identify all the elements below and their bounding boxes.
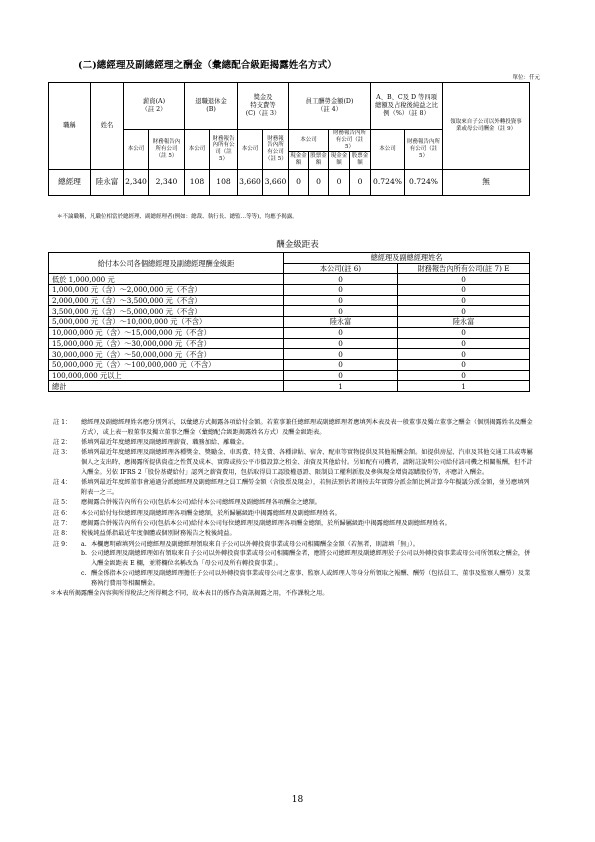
fin-cell: 0	[398, 274, 530, 285]
emp-fin-cash: 現金金額	[329, 151, 350, 169]
cell-d2: 0	[309, 169, 329, 195]
note-9-item: c. 酬金係指本公司總經理及副總經理擔任子公司以外轉投資事業或母公司之董事、監察人或經理人等身分所領取之報酬、酬勞（包括員工、董事及監察人酬勞）及業務執行費用等相關酬金。	[81, 569, 531, 587]
note-3: 註 3： 係填列最近年度總經理及副總經理各種獎金、獎勵金、車馬費、特支費、各種津貼、宿舍、配車等實物提供及其他報酬金額。如提供房屋、汽車及其他交通工具或專屬個人之支出時，應揭露所提供資產之性質及成本、實際或按公平市價設算之租金、油資及其他給付。另如配有司機者，請附註說明公司給付該司機之相關報酬，但不計入酬金。另依 IFRS 2「股份基礎給付」認列之薪資費用，包括取得員工認股權憑證、限制員工權利新股及參與現金增資認購股份等，亦應計入酬金。	[53, 449, 533, 476]
header-role: 職稱	[49, 83, 91, 170]
table-row	[49, 306, 530, 317]
cell-b1: 108	[185, 169, 210, 195]
header-ratio: A、B、C及 D 等四項總額及占稅後純益之比例（%）（註 8）	[371, 83, 443, 130]
note-7: 註 7： 應揭露合併報告內所有公司(包括本公司)給付本公司每位總經理及副總經理各項酬金總額，於所歸屬級距中揭露總經理及副總經理姓名。	[53, 519, 451, 527]
emp-company: 本公司	[289, 130, 329, 152]
range-cell: 1,000,000 元（含）～2,000,000 元（不含）	[49, 285, 284, 296]
cell-a2: 2,340	[149, 169, 185, 195]
cell-r2: 0.724%	[405, 169, 443, 195]
ratio-fin: 財務報告內所有公司（註 5）	[405, 130, 443, 170]
range-cell: 總計	[49, 381, 284, 392]
table-row	[49, 327, 530, 338]
range-table	[48, 252, 530, 392]
range-cell: 100,000,000 元以上	[49, 370, 284, 381]
company-cell: 0	[284, 274, 398, 285]
header-salary: 薪資(A) （註 2）	[124, 83, 185, 130]
note-2: 註 2： 係填列最近年度總經理及副總經理薪資、職務加給、離職金。	[53, 439, 249, 447]
salary-fin: 財務報告內所有公司（註 5）	[149, 130, 185, 170]
range-cell: 低於 1,000,000 元	[49, 274, 284, 285]
note-4: 註 4： 係填列最近年度經董事會通過分派總經理及副總經理之員工酬勞金額（含股票及現金），若無法預估者則按去年實際分派金額比例計算今年擬議分派金額，並另應填列附表一之三。	[53, 479, 530, 497]
header-other-comp: 領取來自子公司以外轉投資事業或母公司酬金（註 9）	[443, 83, 530, 170]
company-cell: 0	[284, 306, 398, 317]
fin-cell: 0	[398, 285, 530, 296]
emp-fin: 財務報告內所有公司（註 5）	[329, 130, 371, 152]
fin-cell: 陸永富	[398, 317, 530, 328]
range-cell: 15,000,000 元（含）～30,000,000 元（不含）	[49, 338, 284, 349]
table-row	[49, 274, 530, 285]
company-cell: 0	[284, 285, 398, 296]
header-fin: 財務報告內所有公司(註 7) E	[398, 263, 530, 274]
range-cell: 10,000,000 元（含）～15,000,000 元（不含）	[49, 327, 284, 338]
range-cell: 3,500,000 元（含）～5,000,000 元（不含）	[49, 306, 284, 317]
ratio-company: 本公司	[371, 130, 405, 170]
unit-label: 單位：仟元	[512, 75, 540, 81]
header-pension: 退職退休金 (B)	[185, 83, 238, 130]
note-9: 註 9： a. 本欄應明確填列公司總經理及副總經理領取來自子公司以外轉投資事業或母公司相關酬金金額（若無者，則請填「無」）。 b. 公司總經理及副總經理如有領取來自子公司以外轉投資事業或母公司相關酬金者，應將公司總經理及副總經理於子公司以外轉投資事業或母公司所領取之酬金，併入酬金級距表 E 欄，並將欄位名稱改為「母公司及所有轉投資事業」。 c. 酬金係指本公司總經理及副總經理擔任子公司以外轉投資事業或母公司之董事、監察人或經理人等身分所領取之報酬、酬勞（包括員工、董事及監察人酬勞）及業務執行費用等相關酬金。	[53, 540, 533, 589]
table-row	[49, 169, 530, 195]
cell-d4: 0	[350, 169, 371, 195]
table-row	[49, 317, 530, 328]
header-names: 總經理及副總經理姓名	[284, 253, 530, 264]
fin-cell: 1	[398, 381, 530, 392]
fin-cell: 0	[398, 306, 530, 317]
header-employee-comp: 員工酬勞金額(D) （註 4）	[289, 83, 371, 130]
range-cell: 30,000,000 元（含）～50,000,000 元（不含）	[49, 349, 284, 360]
header-name: 姓名	[91, 83, 124, 170]
salary-company: 本公司	[124, 130, 149, 170]
emp-fin-stock: 股票金額	[350, 151, 371, 169]
cell-r1: 0.724%	[371, 169, 405, 195]
cell-c2: 3,660	[263, 169, 289, 195]
fin-cell: 0	[398, 359, 530, 370]
note-9-item: b. 公司總經理及副總經理如有領取來自子公司以外轉投資事業或母公司相關酬金者，應將公司總經理及副總經理於子公司以外轉投資事業或母公司所領取之酬金，併入酬金級距表 E 欄，並將欄位名稱改為「母公司及所有轉投資事業」。	[81, 550, 531, 568]
cell-other: 無	[443, 169, 530, 195]
cell-c1: 3,660	[238, 169, 263, 195]
bonus-fin: 財務報告內所有公司（註 5）	[263, 130, 289, 170]
cell-b2: 108	[210, 169, 238, 195]
pension-fin: 財務報告內所有公司（註 5）	[210, 130, 238, 170]
cell-name: 陸永富	[91, 169, 124, 195]
company-cell: 0	[284, 295, 398, 306]
emp-company-cash: 現金金額	[289, 151, 309, 169]
emp-company-stock: 股票金額	[309, 151, 329, 169]
note-8: 註 8： 稅後純益係指最近年度個體或個別財務報告之稅後純益。	[53, 530, 236, 538]
table-row	[49, 285, 530, 296]
table-footnote: ＊不論職稱，凡職位相當於總經理、副總經理者(例如：總裁、執行長、總監…等等)，均應予揭露。	[57, 214, 298, 220]
note-1: 註 1： 總經理及副總經理姓名應分別列示，以彙總方式揭露各項給付金額。若董事兼任總經理或副總經理者應填列本表及表一般董事及獨立董事之酬金（個別揭露姓名及酬金方式），或上表一般董事及獨立董事之酬金（彙總配合級距揭露姓名方式）及酬金級距表。	[53, 419, 533, 436]
fin-cell: 0	[398, 295, 530, 306]
cell-d3: 0	[329, 169, 350, 195]
table-row	[49, 338, 530, 349]
company-cell: 陸永富	[284, 317, 398, 328]
company-cell: 0	[284, 349, 398, 360]
company-cell: 0	[284, 338, 398, 349]
fin-cell: 0	[398, 327, 530, 338]
final-note: ＊本表所揭露酬金內容與所得稅法之所得概念不同，故本表目的係作為資訊揭露之用，不作課稅之用。	[50, 590, 329, 598]
note-6: 註 6： 本公司給付每位總經理及副總經理各項酬金總額，於所歸屬級距中揭露總經理及副總經理姓名。	[53, 509, 341, 517]
note-5: 註 5： 應揭露合併報告內所有公司(包括本公司)給付本公司總經理及副總經理各項酬金之總額。	[53, 499, 321, 507]
company-cell: 0	[284, 359, 398, 370]
company-cell: 0	[284, 327, 398, 338]
header-bonus: 獎金及 特支費等 (C)（註 3）	[238, 83, 289, 130]
notes-section	[50, 418, 533, 599]
company-cell: 1	[284, 381, 398, 392]
table-row	[49, 359, 530, 370]
range-table-title: 酬金級距表	[276, 240, 319, 250]
table-row	[49, 295, 530, 306]
bonus-company: 本公司	[238, 130, 263, 170]
page-title: (二)總經理及副總經理之酬金（彙總配合級距揭露姓名方式）	[78, 60, 337, 71]
page-number: 18	[291, 795, 304, 805]
pension-company: 本公司	[185, 130, 210, 170]
cell-role: 總經理	[49, 169, 91, 195]
range-cell: 2,000,000 元（含）～3,500,000 元（不含）	[49, 295, 284, 306]
fin-cell: 0	[398, 370, 530, 381]
note-9-item: a. 本欄應明確填列公司總經理及副總經理領取來自子公司以外轉投資事業或母公司相關酬金金額（若無者，則請填「無」）。	[81, 540, 419, 548]
table-row	[49, 381, 530, 392]
fin-cell: 0	[398, 349, 530, 360]
table-row	[49, 370, 530, 381]
range-cell: 50,000,000 元（含）～100,000,000 元（不含）	[49, 359, 284, 370]
company-cell: 0	[284, 370, 398, 381]
range-cell: 5,000,000 元（含）～10,000,000 元（不含）	[49, 317, 284, 328]
cell-a1: 2,340	[124, 169, 149, 195]
table-row	[49, 349, 530, 360]
compensation-table	[48, 82, 530, 196]
header-company: 本公司(註 6)	[284, 263, 398, 274]
fin-cell: 0	[398, 338, 530, 349]
cell-d1: 0	[289, 169, 309, 195]
header-range: 給付本公司各個總經理及副總經理酬金級距	[49, 253, 284, 274]
